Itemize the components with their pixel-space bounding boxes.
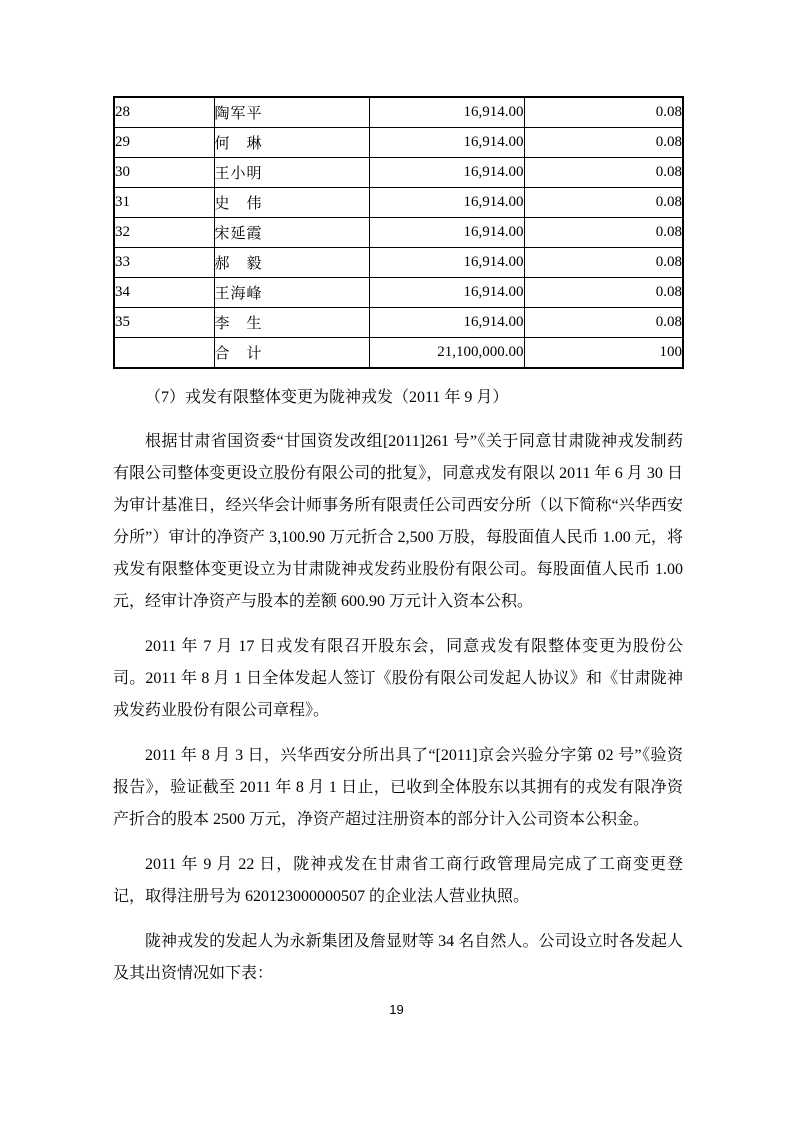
shareholder-percentage: 0.08 <box>524 308 683 338</box>
row-number: 33 <box>114 248 214 278</box>
row-number: 30 <box>114 158 214 188</box>
table-row <box>114 97 683 128</box>
table-row <box>114 308 683 338</box>
shareholder-percentage: 0.08 <box>524 248 683 278</box>
row-number <box>114 338 214 369</box>
document-content <box>113 96 683 990</box>
shareholder-amount: 16,914.00 <box>369 248 524 278</box>
shareholder-amount: 16,914.00 <box>369 218 524 248</box>
shareholder-amount: 16,914.00 <box>369 278 524 308</box>
shareholder-name: 李 生 <box>214 308 369 338</box>
table-total-row <box>114 338 683 369</box>
paragraph: 根据甘肃省国资委“甘国资发改组[2011]261 号”《关于同意甘肃陇神戎发制药有限公司整体变更设立股份有限公司的批复》，同意戎发有限以 2011 年 6 月 30 日为审计基准日，经兴华会计师事务所有限责任公司西安分所（以下简称“兴华西安分所”）审计的净资产 3,100.90 万元折合 2,500 万股，每股面值人民币 1.00 元，将戎发有限整体变更设立为甘肃陇神戎发药业股份有限公司。每股面值人民币 1.00 元，经审计净资产与股本的差额 600.90 万元计入资本公积。 <box>113 433 683 610</box>
table-row <box>114 188 683 218</box>
row-number: 34 <box>114 278 214 308</box>
table-row <box>114 128 683 158</box>
shareholder-percentage: 0.08 <box>524 278 683 308</box>
shareholder-name: 何 琳 <box>214 128 369 158</box>
section-heading: （7）戎发有限整体变更为陇神戎发（2011 年 9 月） <box>145 389 509 406</box>
shareholder-name: 王小明 <box>214 158 369 188</box>
table-row <box>114 218 683 248</box>
shareholder-amount: 16,914.00 <box>369 188 524 218</box>
row-number: 35 <box>114 308 214 338</box>
total-percentage: 100 <box>524 338 683 369</box>
shareholder-amount: 16,914.00 <box>369 128 524 158</box>
page-number: 19 <box>389 1002 404 1017</box>
row-number: 29 <box>114 128 214 158</box>
shareholder-name: 史 伟 <box>214 188 369 218</box>
row-number: 28 <box>114 97 214 128</box>
table-row <box>114 248 683 278</box>
paragraph: 2011 年 9 月 22 日，陇神戎发在甘肃省工商行政管理局完成了工商变更登记，取得注册号为 620123000000507 的企业法人营业执照。 <box>113 856 683 905</box>
table-row <box>114 278 683 308</box>
shareholder-name: 王海峰 <box>214 278 369 308</box>
shareholder-name: 宋延霞 <box>214 218 369 248</box>
shareholder-percentage: 0.08 <box>524 188 683 218</box>
shareholder-percentage: 0.08 <box>524 128 683 158</box>
row-number: 31 <box>114 188 214 218</box>
table-row <box>114 158 683 188</box>
row-number: 32 <box>114 218 214 248</box>
shareholder-name: 郝 毅 <box>214 248 369 278</box>
shareholder-percentage: 0.08 <box>524 218 683 248</box>
shareholder-amount: 16,914.00 <box>369 97 524 128</box>
total-amount: 21,100,000.00 <box>369 338 524 369</box>
shareholder-percentage: 0.08 <box>524 97 683 128</box>
shareholder-table <box>113 96 684 369</box>
shareholder-name: 陶军平 <box>214 97 369 128</box>
shareholder-amount: 16,914.00 <box>369 308 524 338</box>
shareholder-percentage: 0.08 <box>524 158 683 188</box>
shareholder-amount: 16,914.00 <box>369 158 524 188</box>
paragraph: 2011 年 8 月 3 日，兴华西安分所出具了“[2011]京会兴验分字第 02 号”《验资报告》，验证截至 2011 年 8 月 1 日止，已收到全体股东以其拥有的戎发有限净资产折合的股本 2500 万元，净资产超过注册资本的部分计入公司资本公积金。 <box>113 747 683 828</box>
paragraph: 2011 年 7 月 17 日戎发有限召开股东会，同意戎发有限整体变更为股份公司。2011 年 8 月 1 日全体发起人签订《股份有限公司发起人协议》和《甘肃陇神戎发药业股份有限公司章程》。 <box>113 638 683 719</box>
total-label: 合 计 <box>214 338 369 369</box>
paragraph: 陇神戎发的发起人为永新集团及詹显财等 34 名自然人。公司设立时各发起人及其出资情况如下表： <box>113 933 683 982</box>
